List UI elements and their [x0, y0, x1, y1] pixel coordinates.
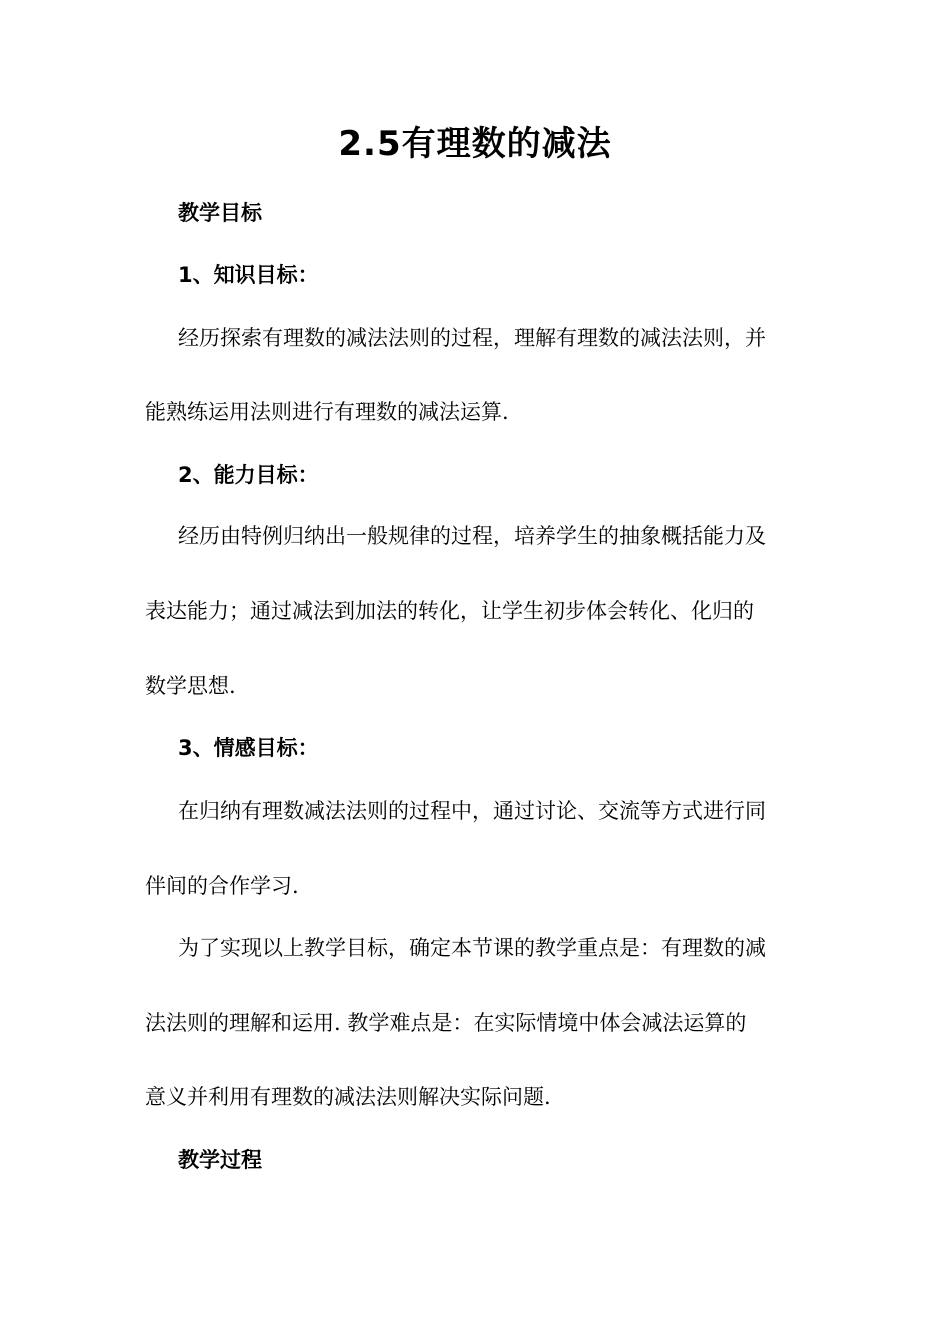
heading-teaching-objectives: 教学目标 — [178, 201, 262, 225]
paragraph-line: 能熟练运用法则进行有理数的减法运算. — [145, 400, 509, 424]
paragraph-line: 为了实现以上教学目标，确定本节课的教学重点是：有理数的减 — [178, 936, 766, 960]
heading-emotion-objective: 3、情感目标： — [178, 736, 319, 760]
heading-ability-objective: 2、能力目标： — [178, 463, 319, 487]
paragraph-line: 法法则的理解和运用. 教学难点是：在实际情境中体会减法运算的 — [145, 1011, 747, 1035]
paragraph-line: 在归纳有理数减法法则的过程中，通过讨论、交流等方式进行同 — [178, 799, 766, 823]
heading-knowledge-objective: 1、知识目标： — [178, 263, 319, 287]
paragraph-line: 伴间的合作学习. — [145, 874, 299, 898]
document-title: 2.5有理数的减法 — [338, 124, 612, 164]
paragraph-line: 经历由特例归纳出一般规律的过程，培养学生的抽象概括能力及 — [178, 524, 766, 548]
paragraph-line: 意义并利用有理数的减法法则解决实际问题. — [145, 1085, 551, 1109]
paragraph-line: 经历探索有理数的减法法则的过程，理解有理数的减法法则，并 — [178, 326, 766, 350]
paragraph-line: 数学思想. — [145, 674, 236, 698]
heading-teaching-process: 教学过程 — [178, 1148, 262, 1172]
paragraph-line: 表达能力；通过减法到加法的转化，让学生初步体会转化、化归的 — [145, 599, 754, 623]
